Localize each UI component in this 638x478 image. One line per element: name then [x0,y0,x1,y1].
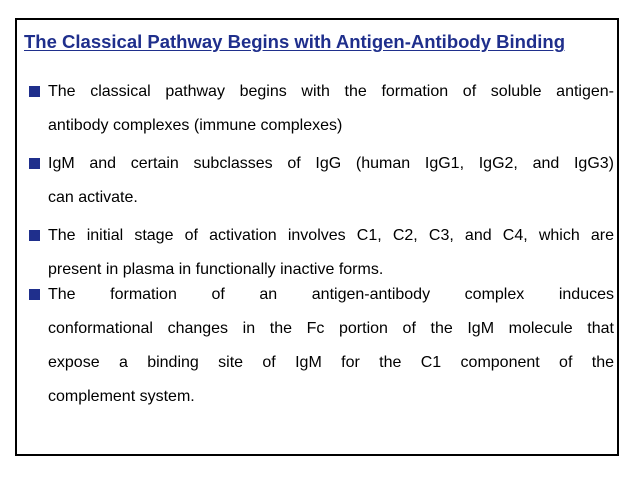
bullet-list [17,20,617,454]
slide-frame [15,18,619,456]
square-bullet-icon [29,230,40,241]
bullet-line: present in plasma in functionally inactive forms. [48,261,384,278]
bullet-text [48,219,614,287]
bullet-text [48,75,614,143]
bullet-line: expose a binding site of IgM for the C1 component of the [48,354,614,371]
bullet-line: can activate. [48,189,138,206]
square-bullet-icon [29,86,40,97]
bullet-line: antibody complexes (immune complexes) [48,117,343,134]
bullet-text [48,147,614,215]
slide-title: The Classical Pathway Begins with Antigen-Antibody Binding [24,31,565,52]
bullet-line: The formation of an antigen-antibody complex induces [48,286,614,303]
bullet-line: IgM and certain subclasses of IgG (human IgG1, IgG2, and IgG3) [48,155,614,172]
bullet-line: The initial stage of activation involves C1, C2, C3, and C4, which are [48,227,614,244]
bullet-line: complement system. [48,388,195,405]
bullet-text [48,278,614,414]
bullet-line: The classical pathway begins with the formation of soluble antigen- [48,83,614,100]
square-bullet-icon [29,289,40,300]
square-bullet-icon [29,158,40,169]
bullet-line: conformational changes in the Fc portion of the IgM molecule that [48,320,614,337]
